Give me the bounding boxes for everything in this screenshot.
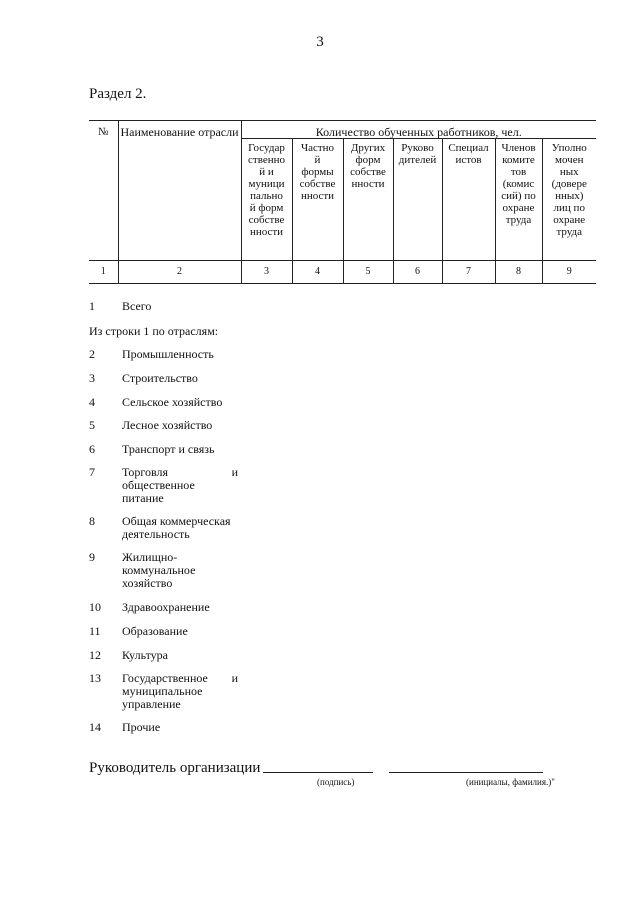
row-number: 1: [89, 299, 95, 313]
row-label: [122, 625, 272, 638]
column-number-cell: 6: [393, 261, 442, 284]
row-label: [122, 396, 272, 409]
subcol-header-line: нности: [249, 226, 284, 238]
subcol-header-line: дителей: [398, 154, 437, 166]
row-number: 14: [89, 720, 101, 734]
row-number: 3: [89, 371, 95, 385]
row-label-line: Государственное и: [122, 671, 238, 685]
subcol-header-line: собстве: [299, 178, 336, 190]
row-number: 2: [89, 347, 95, 361]
data-table: [89, 120, 596, 284]
page-number: 3: [316, 34, 324, 50]
subcol-header-line: мочен: [555, 154, 584, 166]
row-number: 12: [89, 648, 101, 662]
branches-subheader: Из строки 1 по отраслям:: [89, 324, 219, 338]
signature-label: Руководитель организации: [89, 760, 261, 776]
row-label: [122, 672, 272, 711]
subcol-header-line: охране: [502, 202, 535, 214]
row-label-line: Лесное хозяйство: [122, 418, 213, 432]
subcol-header-line: ственно: [248, 154, 285, 166]
row-number: 4: [89, 395, 95, 409]
row-label-line: Образование: [122, 624, 188, 638]
subcol-header-line: форм: [355, 154, 381, 166]
subcol-header-line: нности: [351, 178, 385, 190]
row-number: 8: [89, 514, 95, 528]
column-number-cell: 2: [118, 261, 241, 284]
row-label: [122, 649, 272, 662]
column-number-cell: 7: [442, 261, 495, 284]
signature-line: [263, 772, 373, 773]
subcol-header-line: формы: [301, 166, 334, 178]
subcol-header-line: собстве: [350, 166, 386, 178]
row-label-line: хозяйство: [122, 576, 173, 590]
subcol-header-line: охране: [553, 214, 586, 226]
subcol-header-7: [442, 139, 495, 261]
row-number: 9: [89, 550, 95, 564]
row-label: [122, 551, 272, 590]
name-caption: (инициалы, фамилия.)": [466, 777, 555, 787]
subcol-header-line: нных): [555, 190, 584, 202]
col-no-header: №: [89, 121, 118, 261]
subcol-header-line: Специал: [448, 142, 489, 154]
row-number: 5: [89, 418, 95, 432]
row-label-line: Торговля и: [122, 465, 238, 479]
subcol-header-line: й и: [259, 166, 274, 178]
subcol-header-line: Государ: [248, 142, 285, 154]
subcol-header-line: пально: [250, 190, 283, 202]
row-label-line: управление: [122, 697, 181, 711]
subcol-header-line: лиц по: [553, 202, 585, 214]
subcol-header-line: ных: [559, 166, 579, 178]
subcol-header-line: тов: [510, 166, 527, 178]
section-title: Раздел 2.: [89, 86, 147, 102]
subcol-header-6: [393, 139, 442, 261]
name-line: [389, 772, 543, 773]
subcol-header-line: й форм: [249, 202, 284, 214]
row-number: 7: [89, 465, 95, 479]
signature-caption: (подпись): [317, 777, 355, 787]
subcol-header-line: сий) по: [501, 190, 536, 202]
subcol-header-line: Членов: [501, 142, 536, 154]
subcol-header-line: Других: [350, 142, 386, 154]
subcol-header-5: [343, 139, 393, 261]
col-name-header: Наименование отрасли: [118, 121, 241, 261]
row-label-line: деятельность: [122, 527, 190, 541]
row-number: 13: [89, 671, 101, 685]
subcol-header-9: [542, 139, 596, 261]
row-label-line: муниципальное: [122, 684, 203, 698]
row-label: [122, 466, 272, 505]
subcol-header-line: муници: [248, 178, 285, 190]
column-number-cell: 3: [241, 261, 292, 284]
row-label: [122, 721, 272, 734]
subcol-header-line: Уполно: [551, 142, 587, 154]
row-number: 11: [89, 624, 101, 638]
row-label: [122, 348, 272, 361]
row-label-line: Прочие: [122, 720, 161, 734]
subcol-header-line: собстве: [248, 214, 285, 226]
row-label-line: Промышленность: [122, 347, 214, 361]
row-label: [122, 419, 272, 432]
subcol-header-line: й: [314, 154, 321, 166]
row-label-line: коммунальное: [122, 563, 196, 577]
subcol-header-line: труда: [556, 226, 583, 238]
row-label: Всего: [122, 299, 152, 313]
row-label-line: Общая коммерческая: [122, 514, 231, 528]
column-number-cell: 1: [89, 261, 118, 284]
column-number-cell: 5: [343, 261, 393, 284]
subcol-header-4: [292, 139, 343, 261]
group-header: Количество обученных работников, чел.: [241, 121, 596, 139]
column-number-cell: 4: [292, 261, 343, 284]
subcol-header-line: комите: [502, 154, 535, 166]
column-number-cell: 8: [495, 261, 542, 284]
row-label-line: Культура: [122, 648, 168, 662]
row-label-line: Жилищно-: [122, 550, 178, 564]
row-label: [122, 443, 272, 456]
row-number: 10: [89, 600, 101, 614]
row-label-line: Сельское хозяйство: [122, 395, 223, 409]
subcol-header-3: [241, 139, 292, 261]
row-label: [122, 601, 272, 614]
subcol-header-line: Частно: [300, 142, 335, 154]
subcol-header-8: [495, 139, 542, 261]
row-number: 6: [89, 442, 95, 456]
subcol-header-line: истов: [455, 154, 482, 166]
subcol-header-line: нности: [300, 190, 335, 202]
subcol-header-line: Руково: [401, 142, 434, 154]
row-label: [122, 372, 272, 385]
row-label-line: Строительство: [122, 371, 198, 385]
row-label-line: Транспорт и связь: [122, 442, 215, 456]
subcol-header-line: (довере: [551, 178, 587, 190]
column-number-cell: 9: [542, 261, 596, 284]
row-label: [122, 515, 272, 541]
subcol-header-line: труда: [505, 214, 532, 226]
row-label-line: питание: [122, 491, 164, 505]
row-label-line: общественное: [122, 478, 195, 492]
subcol-header-line: (комис: [502, 178, 535, 190]
row-label-line: Здравоохранение: [122, 600, 210, 614]
